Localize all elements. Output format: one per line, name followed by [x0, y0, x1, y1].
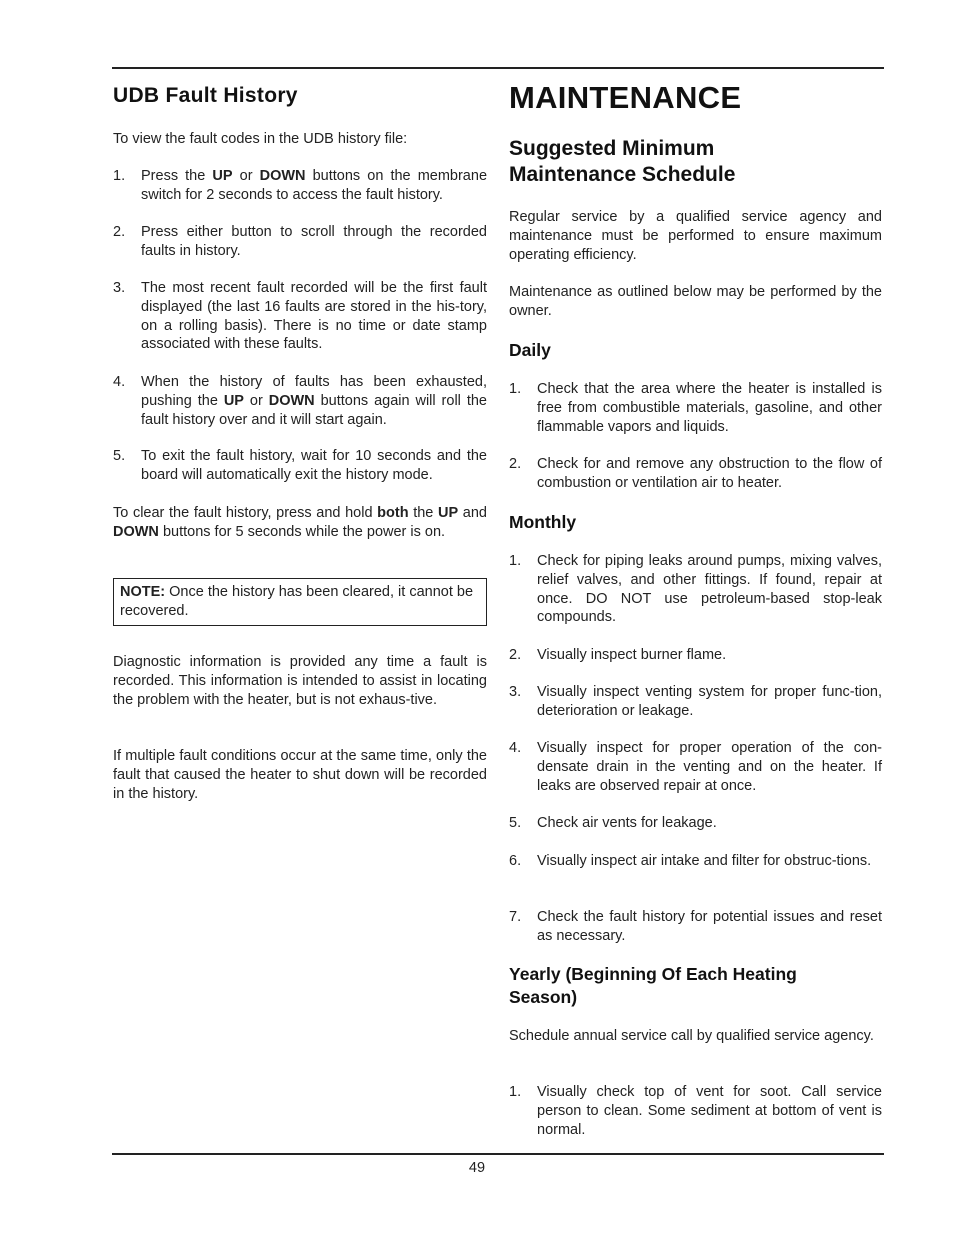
item-number: 5. — [509, 815, 522, 831]
item-text: Check for and remove any obstruction to the flow of combustion or ventilation air to heater. — [537, 456, 882, 491]
item-number: 6. — [509, 853, 522, 869]
clear-history-paragraph: To clear the fault history, press and hold both the UP and DOWN buttons for 5 seconds while the power is on. — [113, 505, 487, 540]
daily-heading: Daily — [509, 340, 551, 360]
step-text: Press either button to scroll through the recorded faults in history. — [141, 224, 487, 259]
daily-item-1 — [509, 380, 882, 436]
step-text: Press the UP or DOWN buttons on the membrane switch for 2 seconds to access the fault history. — [141, 168, 488, 203]
item-text: Check for piping leaks around pumps, mixing valves, relief valves, and other fittings. If found, repair at once. DO NOT use petroleum-based stop-leak compounds. — [537, 553, 882, 626]
monthly-heading: Monthly — [509, 512, 577, 532]
note-text: Once the history has been cleared, it cannot be recovered. — [120, 584, 474, 619]
item-number: 2. — [509, 647, 522, 663]
yearly-heading-line-2: Season) — [509, 987, 578, 1007]
page-number: 49 — [468, 1160, 486, 1176]
note-label: NOTE: — [120, 584, 166, 600]
step-number: 4. — [113, 374, 126, 390]
top-rule — [112, 67, 884, 69]
item-text: Check air vents for leakage. — [537, 815, 717, 831]
fault-step-5 — [113, 447, 487, 485]
item-number: 3. — [509, 684, 522, 700]
maintenance-title: MAINTENANCE — [509, 80, 742, 115]
step-text: When the history of faults has been exhausted, pushing the UP or DOWN buttons again will roll the fault history over and it will start again. — [141, 374, 487, 428]
note-box — [113, 578, 487, 626]
step-number: 2. — [113, 224, 126, 240]
item-number: 7. — [509, 909, 522, 925]
yearly-heading-line-1: Yearly (Beginning Of Each Heating — [509, 964, 797, 984]
monthly-item-1 — [509, 552, 882, 627]
schedule-subtitle-line-2: Maintenance Schedule — [509, 163, 736, 186]
fault-step-3 — [113, 279, 487, 354]
fault-step-4 — [113, 373, 487, 429]
fault-step-1 — [113, 167, 487, 205]
monthly-item-4 — [509, 739, 882, 795]
service-paragraph: Regular service by a qualified service agency and maintenance must be performed to ensure maximum operating efficiency. — [509, 209, 882, 263]
item-number: 4. — [509, 740, 522, 756]
diagnostic-paragraph: Diagnostic information is provided any time a fault is recorded. This information is intended to assist in locating the problem with the heater, but is not exhaus-tive. — [113, 654, 487, 708]
monthly-item-3 — [509, 683, 882, 721]
item-text: Visually inspect venting system for proper func-tion, deterioration or leakage. — [537, 684, 882, 719]
monthly-item-7 — [509, 908, 882, 946]
item-text: Visually check top of vent for soot. Call service person to clean. Some sediment at bottom of vent is normal. — [537, 1084, 882, 1138]
item-text: Visually inspect burner flame. — [537, 647, 727, 663]
owner-paragraph: Maintenance as outlined below may be performed by the owner. — [509, 284, 882, 319]
step-number: 3. — [113, 280, 126, 296]
step-number: 1. — [113, 168, 126, 184]
item-text: Check the fault history for potential issues and reset as necessary. — [537, 909, 882, 944]
step-text: The most recent fault recorded will be the first fault displayed (the last 16 faults are stored in the his-tory, on a rolling basis). There is no time or date stamp associated with these faults. — [141, 280, 487, 353]
fault-step-2 — [113, 223, 487, 261]
item-text: Visually inspect air intake and filter for obstruc-tions. — [537, 853, 872, 869]
udb-fault-history-heading: UDB Fault History — [113, 84, 298, 107]
item-number: 2. — [509, 456, 522, 472]
item-number: 1. — [509, 381, 522, 397]
item-text: Visually inspect for proper operation of the con-densate drain in the venting and on the heater. If leaks are observed repair at once. — [537, 740, 882, 794]
monthly-item-2 — [509, 646, 882, 665]
bottom-rule — [112, 1153, 884, 1155]
daily-item-2 — [509, 455, 882, 493]
monthly-item-6 — [509, 852, 882, 871]
item-number: 1. — [509, 1084, 522, 1100]
step-number: 5. — [113, 448, 126, 464]
item-text: Check that the area where the heater is installed is free from combustible materials, gasoline, and other flammable vapors and liquids. — [537, 381, 882, 435]
schedule-subtitle-line-1: Suggested Minimum — [509, 137, 715, 160]
yearly-item-1 — [509, 1083, 882, 1139]
item-number: 1. — [509, 553, 522, 569]
step-text: To exit the fault history, wait for 10 seconds and the board will automatically exit the history mode. — [141, 448, 487, 483]
multiple-faults-paragraph: If multiple fault conditions occur at the same time, only the fault that caused the heater to shut down will be recorded in the history. — [113, 748, 487, 802]
yearly-intro: Schedule annual service call by qualified service agency. — [509, 1028, 874, 1044]
fault-history-intro: To view the fault codes in the UDB history file: — [113, 131, 408, 147]
monthly-item-5 — [509, 814, 882, 833]
